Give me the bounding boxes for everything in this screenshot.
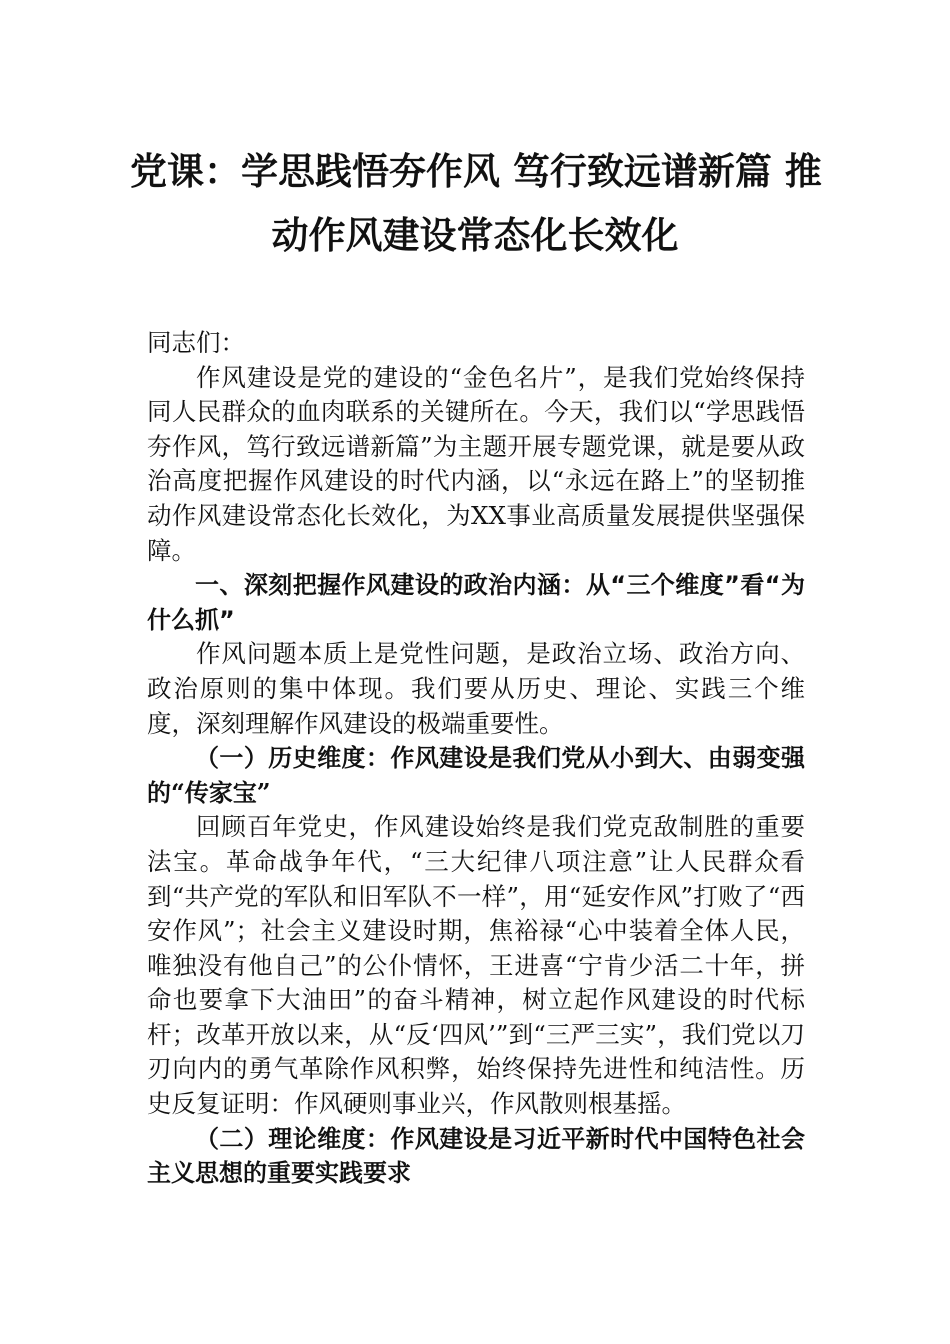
title-line-1: 党课：学思践悟夯作风 笃行致远谱新篇 推 (130, 150, 822, 193)
document-body (147, 326, 805, 1191)
salutation: 同志们： (147, 328, 245, 357)
section-heading-1: 一、深刻把握作风建设的政治内涵：从“三个维度”看“为什么抓” (147, 571, 805, 634)
intro-paragraph: 作风建设是党的建设的“金色名片”，是我们党始终保持同人民群众的血肉联系的关键所在。今天，我们以“学思践悟夯作风，笃行致远谱新篇”为主题开展专题党课，就是要从政治高度把握作风建设的时代内涵，以“永远在路上”的坚韧推动作风建设常态化长效化，为XX事业高质量发展提供坚强保障。 (147, 362, 805, 565)
document-title (130, 140, 820, 268)
subsection-heading-2: （二）理论维度：作风建设是习近平新时代中国特色社会主义思想的重要实践要求 (147, 1123, 805, 1188)
subsection-heading-1: （一）历史维度：作风建设是我们党从小到大、由弱变强的“传家宝” (147, 743, 805, 807)
section-1-paragraph: 作风问题本质上是党性问题，是政治立场、政治方向、政治原则的集中体现。我们要从历史、理论、实践三个维度，深刻理解作风建设的极端重要性。 (147, 639, 805, 738)
title-line-2: 动作风建设常态化长效化 (271, 214, 679, 257)
subsection-1-paragraph: 回顾百年党史，作风建设始终是我们党克敌制胜的重要法宝。革命战争年代，“三大纪律八项注意”让人民群众看到“共产党的军队和旧军队不一样”，用“延安作风”打败了“西安作风”；社会主义建设时期，焦裕禄“心中装着全体人民，唯独没有他自己”的公仆情怀，王进喜“宁肯少活二十年，拼命也要拿下大油田”的奋斗精神，树立起作风建设的时代标杆；改革开放以来，从“反‘四风’”到“三严三实”，我们党以刀刃向内的勇气革除作风积弊，始终保持先进性和纯洁性。历史反复证明：作风硬则事业兴，作风散则根基摇。 (147, 812, 805, 1119)
